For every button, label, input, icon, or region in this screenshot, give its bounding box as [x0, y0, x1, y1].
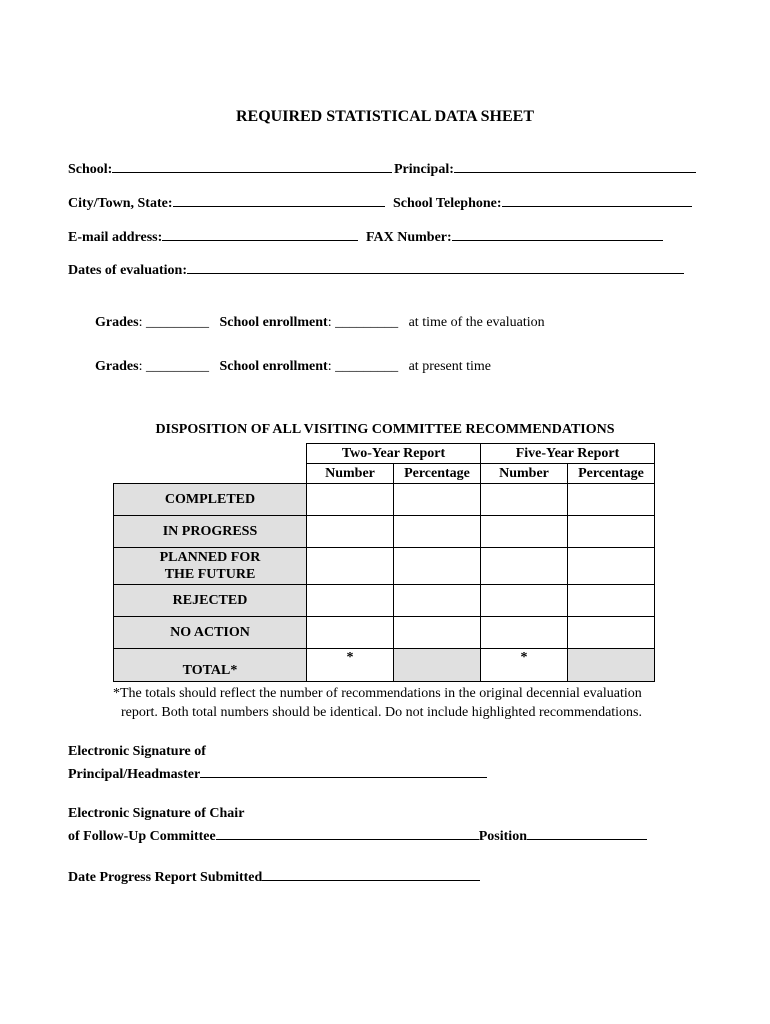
footnote	[113, 684, 642, 722]
principal-field[interactable]	[394, 160, 696, 178]
date-submitted-line[interactable]	[262, 866, 480, 881]
row-label-planned-line2: THE FUTURE	[164, 567, 256, 582]
row-label-in-progress: IN PROGRESS	[114, 516, 307, 548]
evaluation-note: at time of the evaluation	[408, 315, 545, 330]
enrollment-blank[interactable]: _________	[335, 315, 399, 330]
telephone-field[interactable]	[393, 194, 692, 212]
shaded-cell	[394, 649, 481, 682]
footnote-line1: *The totals should reflect the number of recommendations in the original decennial evaluation	[113, 686, 642, 701]
chair-signature-line[interactable]	[216, 825, 479, 840]
grades-label: Grades	[95, 359, 139, 374]
position-line[interactable]	[527, 825, 647, 840]
five-year-percentage-header: Percentage	[568, 464, 655, 484]
principal-blank[interactable]	[454, 160, 696, 173]
row-label-planned	[114, 548, 307, 585]
telephone-blank[interactable]	[502, 194, 692, 207]
enrollment-blank[interactable]: _________	[335, 359, 399, 374]
blank-corner	[114, 444, 307, 464]
enrollment-label: School enrollment	[219, 315, 328, 330]
principal-label: Principal:	[394, 162, 454, 177]
email-label: E-mail address:	[68, 230, 163, 245]
principal-signature-label-line1: Electronic Signature of	[68, 744, 206, 759]
table-cell[interactable]	[568, 617, 655, 649]
five-year-total-cell[interactable]: *	[481, 649, 568, 682]
principal-signature-label-line2: Principal/Headmaster	[68, 767, 201, 782]
school-blank[interactable]	[112, 160, 392, 173]
grades-blank[interactable]: _________	[145, 315, 209, 330]
table-cell[interactable]	[394, 585, 481, 617]
position-label: Position	[478, 829, 527, 844]
dates-blank[interactable]	[187, 261, 684, 274]
table-cell[interactable]	[307, 484, 394, 516]
table-cell[interactable]	[394, 484, 481, 516]
table-row	[114, 649, 655, 682]
grades-blank[interactable]: _________	[145, 359, 209, 374]
table-cell[interactable]	[394, 617, 481, 649]
table-cell[interactable]	[481, 484, 568, 516]
row-label-total: TOTAL*	[114, 649, 307, 682]
disposition-table	[113, 443, 655, 682]
table-cell[interactable]	[481, 516, 568, 548]
city-state-field[interactable]	[68, 194, 385, 212]
page-title: REQUIRED STATISTICAL DATA SHEET	[235, 108, 534, 125]
city-state-label: City/Town, State:	[68, 196, 173, 211]
date-submitted-label: Date Progress Report Submitted	[68, 870, 263, 885]
fax-field[interactable]	[366, 228, 663, 246]
fax-blank[interactable]	[452, 228, 663, 241]
two-year-header: Two-Year Report	[307, 444, 481, 464]
chair-signature-label-line1: Electronic Signature of Chair	[68, 806, 245, 821]
table-row	[114, 617, 655, 649]
table-cell[interactable]	[307, 585, 394, 617]
chair-signature-label-line2: of Follow-Up Committee	[68, 829, 216, 844]
two-year-total-cell[interactable]: *	[307, 649, 394, 682]
two-year-number-header: Number	[307, 464, 394, 484]
dates-label: Dates of evaluation:	[68, 263, 187, 278]
enrollment-label: School enrollment	[219, 359, 328, 374]
school-label: School:	[68, 162, 113, 177]
row-label-planned-line1: PLANNED FOR	[159, 550, 261, 565]
table-row	[114, 548, 655, 585]
row-label-rejected: REJECTED	[114, 585, 307, 617]
table-cell[interactable]	[568, 585, 655, 617]
table-cell[interactable]	[307, 548, 394, 585]
blank-corner	[114, 464, 307, 484]
five-year-number-header: Number	[481, 464, 568, 484]
footnote-line2: report. Both total numbers should be identical. Do not include highlighted recommendations.	[121, 705, 643, 720]
principal-signature-line[interactable]	[200, 763, 487, 778]
disposition-title: DISPOSITION OF ALL VISITING COMMITTEE RECOMMENDATIONS	[155, 422, 615, 437]
table-cell[interactable]	[568, 484, 655, 516]
school-field[interactable]	[68, 160, 392, 178]
table-cell[interactable]	[568, 516, 655, 548]
table-cell[interactable]	[307, 516, 394, 548]
table-cell[interactable]	[568, 548, 655, 585]
row-label-completed: COMPLETED	[114, 484, 307, 516]
grades-row-present: Grades: _________ School enrollment: _________ at present time	[95, 359, 492, 374]
chair-signature-block	[68, 803, 647, 848]
telephone-label: School Telephone:	[393, 196, 502, 211]
table-row	[114, 516, 655, 548]
table-cell[interactable]	[481, 548, 568, 585]
table-cell[interactable]	[481, 585, 568, 617]
table-row	[114, 585, 655, 617]
table-cell[interactable]	[394, 516, 481, 548]
table-cell[interactable]	[481, 617, 568, 649]
dates-field[interactable]	[68, 261, 684, 279]
principal-signature-block	[68, 741, 487, 786]
five-year-header: Five-Year Report	[481, 444, 655, 464]
table-cell[interactable]	[394, 548, 481, 585]
city-state-blank[interactable]	[173, 194, 385, 207]
two-year-percentage-header: Percentage	[394, 464, 481, 484]
table-row	[114, 484, 655, 516]
table-cell[interactable]	[307, 617, 394, 649]
email-field[interactable]	[68, 228, 358, 246]
row-label-no-action: NO ACTION	[114, 617, 307, 649]
fax-label: FAX Number:	[366, 230, 452, 245]
grades-row-evaluation: Grades: _________ School enrollment: _________ at time of the evaluation	[95, 315, 545, 330]
shaded-cell	[568, 649, 655, 682]
grades-label: Grades	[95, 315, 139, 330]
present-note: at present time	[408, 359, 492, 374]
email-blank[interactable]	[162, 228, 358, 241]
date-submitted-block	[68, 866, 480, 889]
